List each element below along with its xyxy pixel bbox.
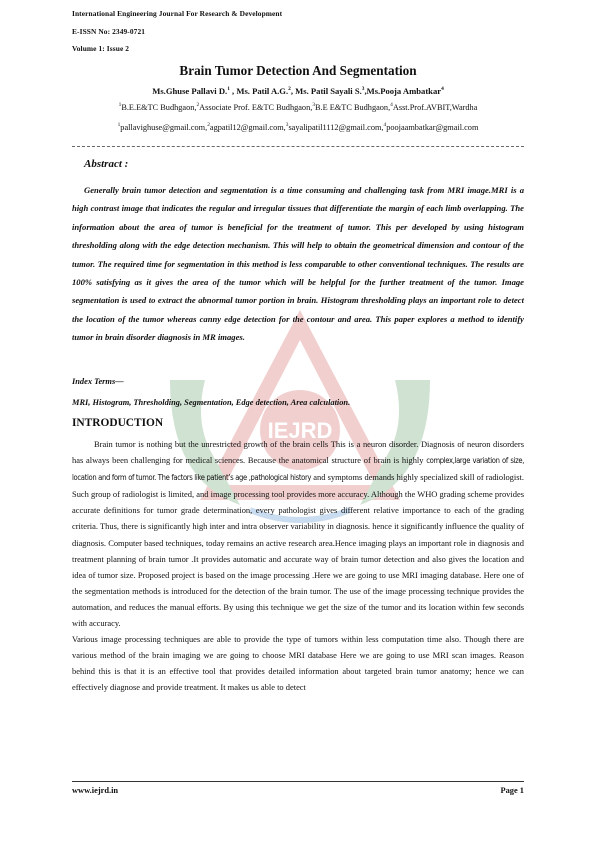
paper-emails: $^1$pallavighuse@gmail.com,$^2$agpatil12@gmail.com,$^3$sayalipatil1112@gmail.com,$^4$poojaambatkar@gmail.com — [117, 122, 479, 132]
abstract-heading: Abstract : — [84, 158, 129, 170]
journal-issn: E-ISSN No: 2349-0721 — [72, 27, 146, 36]
introduction-paragraph-2: Various image processing techniques are able to provide the type of tumors within less computation time also. Though there are various method of the brain imaging we are going to choose MRI database Here we are going to use MRI scan images. Reason behind this is that it is an effective tool that provides detailed information about targeted brain tumor anatomy; hence we can effectively diagnose and provide treatment. It makes us able to detect — [72, 634, 524, 693]
introduction-body — [72, 436, 524, 696]
abstract-text: Generally brain tumor detection and segmentation is a time consuming and challenging task from MRI image.MRI is a high contrast image that indicates the regular and irregular tissues that differentiate the margin of each limb overlapping. The information about the area of tumor is beneficial for the treatment of tumor. This per developed by using histogram thresholding along with the edge detection mechanism. This will help to obtain the geometrical dimension and contour of the tumor. The required time for segmentation in this method is less comparable to other conventional techniques. The results are 100% satisfying as it gives the area of the tumor which will be helpful for the further treatment of the tumor. Image segmentation is used to extract the abnormal tumor portion in brain. Histogram thresholding plays an important role to detect the location of the tumor whereas canny edge detection for the contour and area. This paper explores a method to identify tumor in brain disorder diagnosis in MR images. — [72, 185, 524, 343]
p1-highlight-text: complex,large variation of size, location and form of tumor. The factors like patient’s age ,pathological history — [72, 456, 525, 483]
paper-affiliations: $^1$B.E.E&TC Budhgaon,$^2$Associate Prof. E&TC Budhgaon,$^3$B.E E&TC Budhgaon,$^4$Asst.Prof.AVBIT,Wardha — [118, 102, 478, 112]
header-divider — [72, 146, 524, 147]
footer-page-number: Page 1 — [500, 786, 524, 795]
p1-text-end: and symptoms demands highly specialized skill of radiologist. Such group of radiologist is limited, and image processing tool provides more accuracy. Although the WHO grading scheme provides accurate definitions for tumor grade determination, every pathologist gives different relative importance to each of the grading criteria. Thus, there is significantly high inter and intra observer variability in diagnosis. hence it significantly influence the quality of diagnosis. Computer based techniques, today remains an active research area.Hence imaging plays an important role in diagnosis and treatment planning of brain tumor .It provides automatic and accurate way of brain tumor detection and also gives the location and idea of tumor size. Proposed project is based on the image processing .Here we are going to use MRI imaging database. Here one of the segmentation methods is introduced for the detection of the brain tumor. The use of the image processing technique provides the automation, and reduces the manual efforts. By using this technique we get the size of the tumor and its location within few seconds with accuracy. — [72, 472, 524, 629]
paper-authors: Ms.Ghuse Pallavi D.$^1$ , Ms. Patil A.G.$^2$, Ms. Patil Sayali S.$^3$,Ms.Pooja Ambatkar$^4$ — [152, 86, 444, 96]
journal-volume: Volume 1: Issue 2 — [72, 44, 130, 53]
paper-title: Brain Tumor Detection And Segmentation — [179, 63, 417, 78]
journal-name: International Engineering Journal For Research & Development — [72, 9, 283, 18]
index-terms-label: Index Terms— — [72, 377, 124, 386]
footer-divider — [72, 781, 524, 782]
logo-text: IEJRD — [267, 418, 333, 443]
p1-text-start: Brain tumor is nothing but the unrestricted growth of the brain cells This is a neuron disorder. Diagnosis of neuron disorders has always been challenging for medical sciences. Because the anatomical structure of brain is highly — [72, 439, 524, 466]
keywords: MRI, Histogram, Thresholding, Segmentation, Edge detection, Area calculation. — [72, 398, 351, 407]
footer-website: www.iejrd.in — [72, 786, 119, 795]
introduction-paragraph-1 — [72, 436, 524, 631]
introduction-heading: INTRODUCTION — [72, 417, 164, 429]
